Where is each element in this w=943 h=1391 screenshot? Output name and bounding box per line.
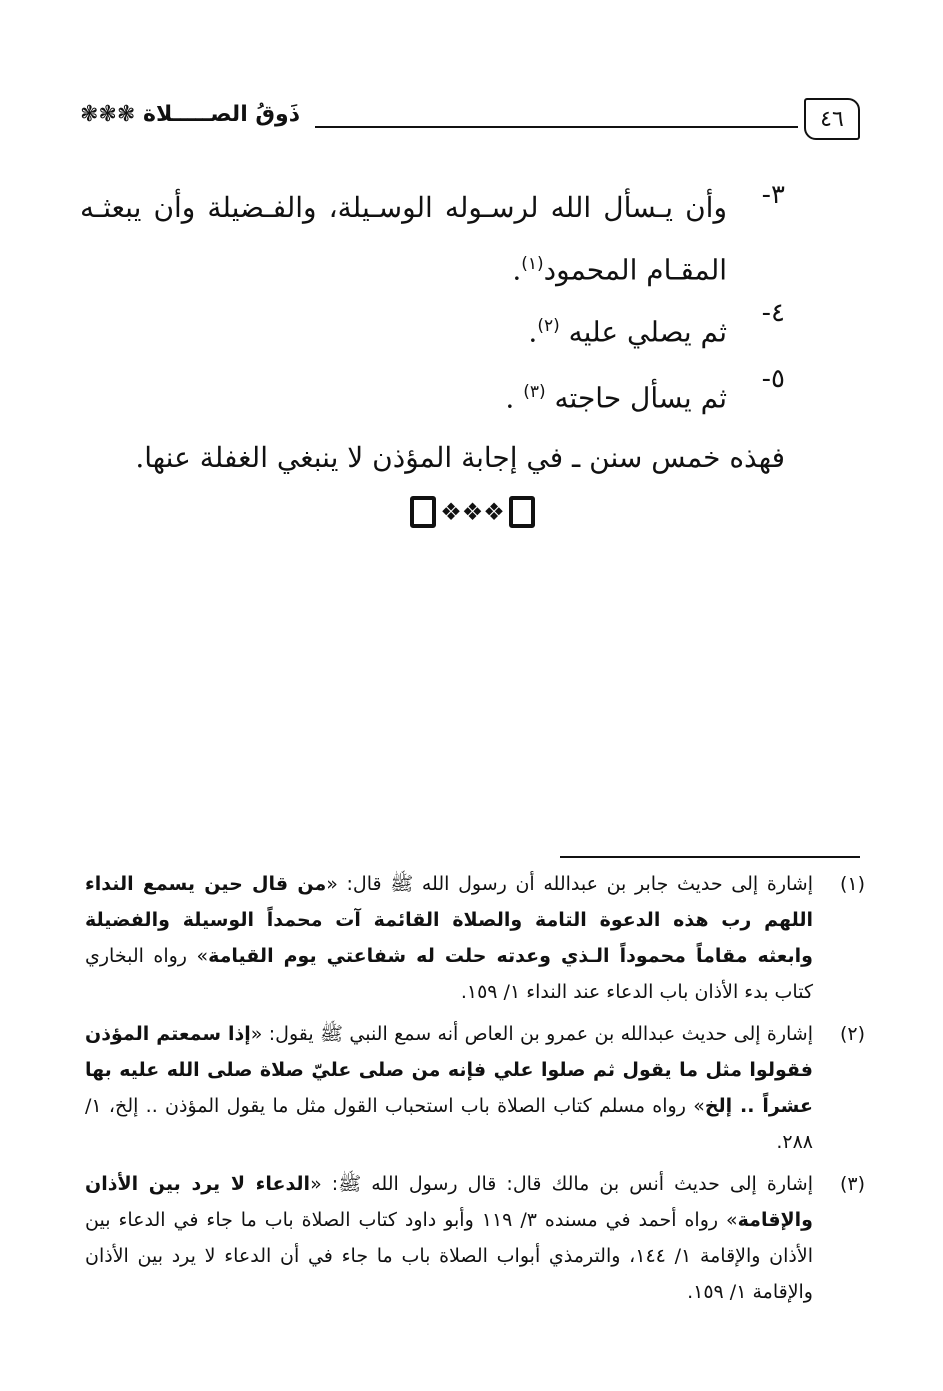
hadith-quote: إذا سمعتم المؤذن فقولوا مثل ما يقول ثم صلوا علي فإنه من صلى عليّ صلاة صلى الله عليه بها عشراً .. إلخ — [85, 1023, 813, 1117]
item-body: ثم يسأل حاجته — [554, 381, 727, 415]
footnote-rule — [560, 856, 860, 858]
footnote-intro: إشارة إلى حديث عبدالله بن عمرو بن العاص أنه سمع النبي ﷺ يقول: « — [250, 1023, 813, 1045]
footnote — [85, 866, 865, 1010]
ornament-stars: ❖❖❖ — [440, 498, 505, 526]
footnote-number: (٢) — [839, 1023, 865, 1045]
ornament-box-left — [410, 496, 436, 528]
footnote-source: » رواه البخاري كتاب بدء الأذان باب الدعاء عند النداء ١/ ١٥٩. — [85, 945, 813, 1003]
footnote-ref: (٢) — [537, 316, 560, 336]
footnote-intro: إشارة إلى حديث أنس بن مالك قال: قال رسول الله ﷺ: « — [310, 1173, 814, 1195]
footnote — [85, 1166, 865, 1310]
footnote-source: » رواه أحمد في مسنده ٣/ ١١٩ وأبو داود كتاب الصلاة باب ما جاء في الدعاء بين الأذان والإقامة ١/ ١٤٤، والترمذي أبواب الصلاة باب ما جاء في أن الدعاء لا يرد بين الأذان والإقامة ١/ ١٥٩. — [85, 1209, 813, 1303]
item-text — [80, 180, 727, 298]
footnote-ref: (١) — [521, 254, 544, 274]
item-end: . — [528, 315, 538, 349]
footnote-text — [85, 866, 813, 1010]
page-number: ٤٦ — [820, 106, 844, 132]
list-item — [80, 180, 785, 292]
footnote-intro: إشارة إلى حديث جابر بن عبدالله أن رسول الله ﷺ قال: « — [326, 873, 813, 895]
footnote-number: (١) — [839, 873, 865, 895]
item-number: ٣- — [761, 180, 785, 210]
footnote-number: (٣) — [839, 1173, 865, 1195]
header-rule — [315, 126, 798, 128]
running-title: ذَوقُ الصـــــلاة ❃❃❃ — [80, 102, 301, 127]
item-text — [80, 364, 727, 426]
item-body: وأن يـسأل الله لرسـوله الوسـيلة، والفـضيلة وأن يبعثـه المقـام المحمود — [80, 191, 727, 287]
footnote-text — [85, 1166, 813, 1310]
footnote — [85, 1016, 865, 1160]
page-header — [80, 96, 860, 146]
list-item — [80, 364, 785, 424]
section-ornament — [405, 492, 540, 532]
ornament-box-right — [509, 496, 535, 528]
page-number-box — [804, 98, 860, 140]
summary-paragraph: فهذه خمس سنن ـ في إجابة المؤذن لا ينبغي الغفلة عنها. — [135, 441, 785, 474]
main-text — [80, 180, 785, 486]
item-end: . — [505, 381, 515, 415]
list-item — [80, 298, 785, 358]
item-number: ٤- — [761, 298, 785, 328]
footnotes — [85, 866, 865, 1316]
item-text — [80, 298, 727, 360]
item-number: ٥- — [761, 364, 785, 394]
hadith-quote: الدعاء لا يرد بين الأذان والإقامة — [85, 1173, 813, 1231]
footnote-ref: (٣) — [523, 382, 546, 402]
hadith-quote: من قال حين يسمع النداء اللهم رب هذه الدعوة التامة والصلاة القائمة آت محمداً الوسيلة والفضيلة وابعثه مقاماً محموداً الـذي وعدته حلت له شفاعتي يوم القيامة — [85, 873, 813, 967]
item-body: ثم يصلي عليه — [568, 315, 727, 349]
footnote-text — [85, 1016, 813, 1160]
footnote-source: » رواه مسلم كتاب الصلاة باب استحباب القول مثل ما يقول المؤذن .. إلخ، ١/ ٢٨٨. — [85, 1095, 813, 1153]
item-end: . — [512, 253, 522, 287]
